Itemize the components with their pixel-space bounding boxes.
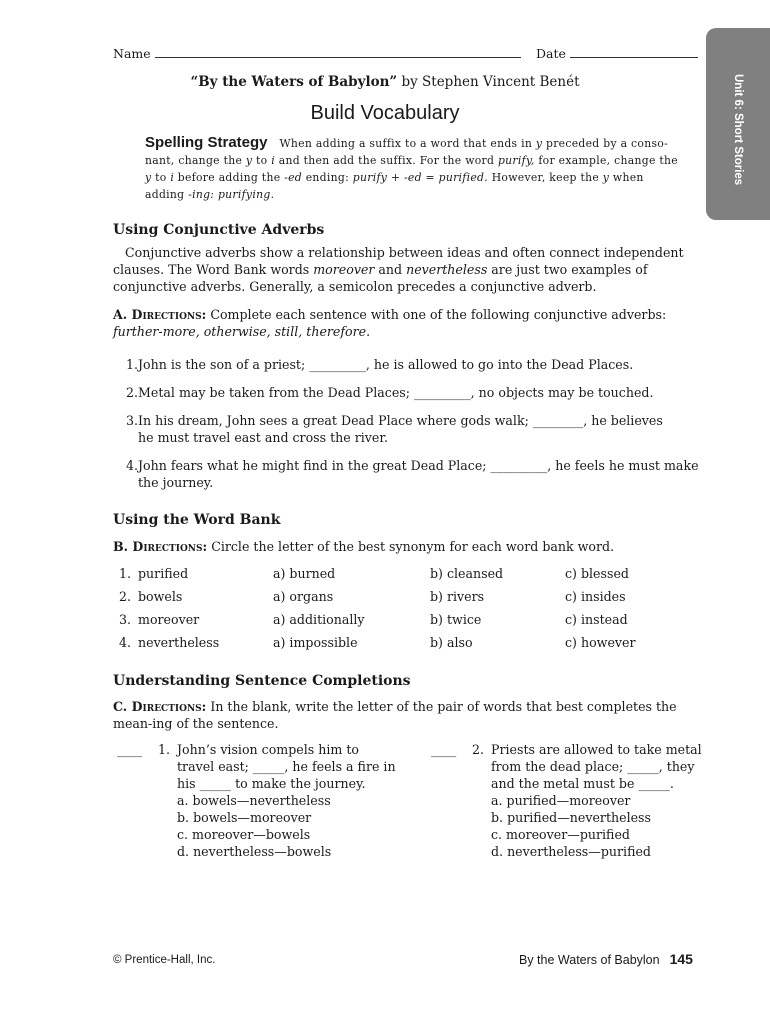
section-a-item: 2. Metal may be taken from the Dead Places; _________, no objects may be touched.	[125, 385, 654, 400]
choice: c. moreover—bowels	[177, 827, 311, 842]
choice: d. nevertheless—purified	[491, 844, 651, 859]
spelling-strategy-label: Spelling Strategy	[145, 134, 268, 151]
option-b[interactable]: b) rivers	[430, 589, 485, 604]
section-c-directions: C. Directions: In the blank, write the letter of the pair of words that best completes the mean-ing of the sentence.	[113, 699, 677, 731]
answer-blank-1[interactable]: ____	[117, 742, 143, 757]
footer-story: By the Waters of Babylon	[519, 953, 660, 967]
date-label: Date	[536, 46, 566, 61]
option-b[interactable]: b) twice	[430, 612, 482, 627]
row-number: 3.	[119, 612, 132, 627]
option-c[interactable]: c) insides	[565, 589, 626, 604]
word-bank-word: bowels	[138, 589, 183, 604]
word-bank-word: nevertheless	[138, 635, 220, 650]
option-b[interactable]: b) also	[430, 635, 473, 650]
section-a-directions: A. Directions: Complete each sentence with one of the following conjunctive adverbs: further-more, otherwise, still, therefore.	[113, 307, 667, 339]
option-c[interactable]: c) instead	[565, 612, 628, 627]
choice: a. bowels—nevertheless	[177, 793, 331, 808]
question-2-number: 2.	[472, 742, 485, 757]
answer-blank-2[interactable]: ____	[431, 742, 457, 757]
name-blank[interactable]	[155, 47, 521, 58]
word-bank-row	[113, 566, 713, 584]
page-number: 145	[669, 951, 693, 967]
word-bank-row	[113, 635, 713, 653]
spelling-strategy: Spelling Strategy When adding a suffix to a word that ends in y preceded by a conso-nant, change the y to i and then add the suffix. For the word purify, for example, change the y to i before adding the -ed ending: purify + -ed = purified. However, keep the y when adding -ing: purifying.	[145, 134, 678, 201]
option-c[interactable]: c) however	[565, 635, 636, 650]
section-c-heading: Understanding Sentence Completions	[113, 673, 411, 689]
choice: b. bowels—moreover	[177, 810, 312, 825]
copyright: © Prentice-Hall, Inc.	[113, 954, 216, 966]
section-b-directions: B. Directions: Circle the letter of the best synonym for each word bank word.	[113, 539, 615, 554]
unit-tab-label: Unit 6: Short Stories	[732, 74, 744, 186]
row-number: 4.	[119, 635, 132, 650]
option-a[interactable]: a) organs	[273, 589, 334, 604]
word-bank-word: moreover	[138, 612, 200, 627]
word-bank-row	[113, 612, 713, 630]
choice: b. purified—nevertheless	[491, 810, 651, 825]
story-title: “By the Waters of Babylon” by Stephen Vincent Benét	[190, 74, 580, 90]
section-a-item: 1. John is the son of a priest; _________, he is allowed to go into the Dead Places.	[125, 357, 634, 372]
option-a[interactable]: a) burned	[273, 566, 336, 581]
row-number: 1.	[119, 566, 132, 581]
option-b[interactable]: b) cleansed	[430, 566, 504, 581]
choice: d. nevertheless—bowels	[177, 844, 332, 859]
option-a[interactable]: a) impossible	[273, 635, 358, 650]
option-a[interactable]: a) additionally	[273, 612, 365, 627]
date-field	[536, 46, 698, 61]
word-bank-word: purified	[138, 566, 189, 581]
section-a-heading: Using Conjunctive Adverbs	[113, 222, 325, 238]
footer-page-info	[519, 951, 693, 967]
choice: a. purified—moreover	[491, 793, 631, 808]
option-c[interactable]: c) blessed	[565, 566, 629, 581]
row-number: 2.	[119, 589, 132, 604]
word-bank-row	[113, 589, 713, 607]
name-label: Name	[113, 46, 151, 61]
choice: c. moreover—purified	[491, 827, 630, 842]
section-b-heading: Using the Word Bank	[113, 512, 281, 528]
question-1-number: 1.	[158, 742, 171, 757]
name-field	[113, 46, 521, 61]
page-title: Build Vocabulary	[310, 102, 460, 124]
section-a-item: 3. In his dream, John sees a great Dead Place where gods walk; ________, he believes he must travel east and cross the river.	[125, 413, 663, 445]
question-2: Priests are allowed to take metal from the dead place; _____, they and the metal must be _____. a. purified—moreover b. purified—nevertheless c. moreover—purified d. nevertheless—purified	[491, 741, 711, 860]
date-blank[interactable]	[570, 47, 698, 58]
section-a-intro: Conjunctive adverbs show a relationship between ideas and often connect independent clauses. The Word Bank words moreover and nevertheless are just two examples of conjunctive adverbs. Generally, a semicolon precedes a conjunctive adverb.	[113, 245, 684, 294]
section-a-item: 4. John fears what he might find in the great Dead Place; _________, he feels he must make the journey.	[125, 458, 699, 490]
question-1: John’s vision compels him to travel east; _____, he feels a fire in his _____ to make the journey. a. bowels—nevertheless b. bowels—moreover c. moreover—bowels d. nevertheless—bowels	[177, 741, 417, 860]
